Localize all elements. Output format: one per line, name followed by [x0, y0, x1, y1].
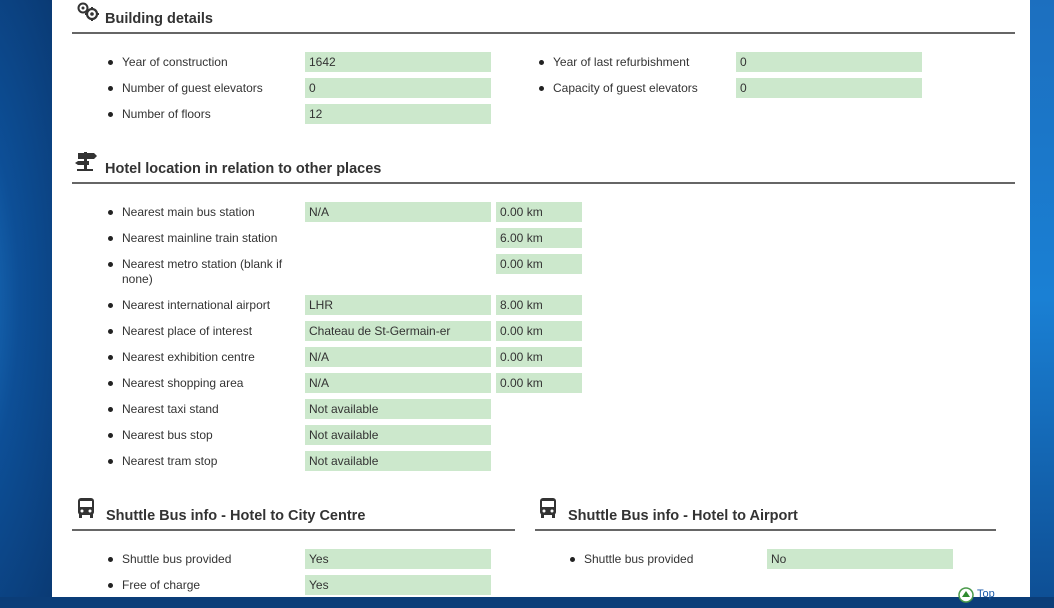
- guest-elevators-field[interactable]: 0: [305, 78, 491, 98]
- shuttle-city-header: [72, 499, 515, 531]
- bullet: [108, 459, 113, 464]
- location-label: Nearest bus stop: [122, 428, 213, 442]
- shuttle-provided-field[interactable]: No: [767, 549, 953, 569]
- bullet: [108, 381, 113, 386]
- location-label: Nearest tram stop: [122, 454, 218, 468]
- location-name-field[interactable]: Not available: [305, 425, 491, 445]
- year-of-construction-label: Year of construction: [122, 55, 228, 69]
- bullet: [108, 329, 113, 334]
- bullet: [108, 303, 113, 308]
- desktop-background-right: [1030, 0, 1054, 597]
- bullet: [108, 60, 113, 65]
- building-details-title: Building details: [105, 11, 213, 27]
- shuttle-city-title: Shuttle Bus info - Hotel to City Centre: [106, 508, 366, 524]
- bullet: [539, 60, 544, 65]
- location-label: Nearest place of interest: [122, 324, 253, 338]
- location-name-field[interactable]: Not available: [305, 399, 491, 419]
- location-distance-field[interactable]: 0.00 km: [496, 347, 582, 367]
- bullet: [108, 557, 113, 562]
- location-name-field[interactable]: N/A: [305, 202, 491, 222]
- location-name-field[interactable]: LHR: [305, 295, 491, 315]
- last-refurbishment-label: Year of last refurbishment: [553, 55, 690, 69]
- location-name-field[interactable]: N/A: [305, 373, 491, 393]
- location-distance-field[interactable]: 6.00 km: [496, 228, 582, 248]
- location-distance-field[interactable]: 0.00 km: [496, 254, 582, 274]
- location-label: Nearest main bus station: [122, 205, 255, 219]
- number-of-floors-label: Number of floors: [122, 107, 211, 121]
- year-of-construction-field[interactable]: 1642: [305, 52, 491, 72]
- bullet: [108, 433, 113, 438]
- location-title: Hotel location in relation to other places: [105, 161, 382, 177]
- location-label: Nearest shopping area: [122, 376, 244, 390]
- free-of-charge-label: Free of charge: [122, 578, 201, 592]
- bullet: [108, 112, 113, 117]
- top-link-label: Top: [977, 588, 995, 600]
- location-label: Nearest metro station (blank if none): [122, 257, 283, 286]
- last-refurbishment-field[interactable]: 0: [736, 52, 922, 72]
- elevator-capacity-field[interactable]: 0: [736, 78, 922, 98]
- elevator-capacity-label: Capacity of guest elevators: [553, 81, 698, 95]
- free-of-charge-field[interactable]: Yes: [305, 575, 491, 595]
- bullet: [108, 355, 113, 360]
- guest-elevators-label: Number of guest elevators: [122, 81, 263, 95]
- bullet: [570, 557, 575, 562]
- location-label: Nearest mainline train station: [122, 231, 278, 245]
- location-distance-field[interactable]: 0.00 km: [496, 373, 582, 393]
- location-name-field[interactable]: N/A: [305, 347, 491, 367]
- bullet: [108, 236, 113, 241]
- location-distance-field[interactable]: 0.00 km: [496, 321, 582, 341]
- location-label: Nearest international airport: [122, 298, 271, 312]
- arrow-up-circle-icon: [958, 587, 974, 608]
- location-header: [72, 152, 1015, 184]
- bullet: [108, 86, 113, 91]
- location-label: Nearest taxi stand: [122, 402, 219, 416]
- hotel-details-panel: [52, 0, 1030, 600]
- desktop-background-left: [0, 0, 52, 597]
- bullet: [108, 583, 113, 588]
- location-distance-field[interactable]: 0.00 km: [496, 202, 582, 222]
- shuttle-airport-title: Shuttle Bus info - Hotel to Airport: [568, 508, 798, 524]
- bullet: [108, 210, 113, 215]
- location-label: Nearest exhibition centre: [122, 350, 255, 364]
- shuttle-airport-header: [535, 499, 996, 531]
- bullet: [108, 407, 113, 412]
- shuttle-provided-label: Shuttle bus provided: [584, 552, 694, 566]
- bus-icon: [538, 497, 558, 524]
- shuttle-provided-field[interactable]: Yes: [305, 549, 491, 569]
- bus-icon: [76, 497, 96, 524]
- building-details-header: [72, 2, 1015, 34]
- signpost-icon: [74, 150, 98, 177]
- bullet: [539, 86, 544, 91]
- location-name-field[interactable]: Not available: [305, 451, 491, 471]
- location-distance-field[interactable]: 8.00 km: [496, 295, 582, 315]
- gears-icon: [76, 2, 100, 27]
- location-name-field[interactable]: Chateau de St-Germain-er: [305, 321, 491, 341]
- number-of-floors-field[interactable]: 12: [305, 104, 491, 124]
- shuttle-provided-label: Shuttle bus provided: [122, 552, 232, 566]
- bullet: [108, 262, 113, 267]
